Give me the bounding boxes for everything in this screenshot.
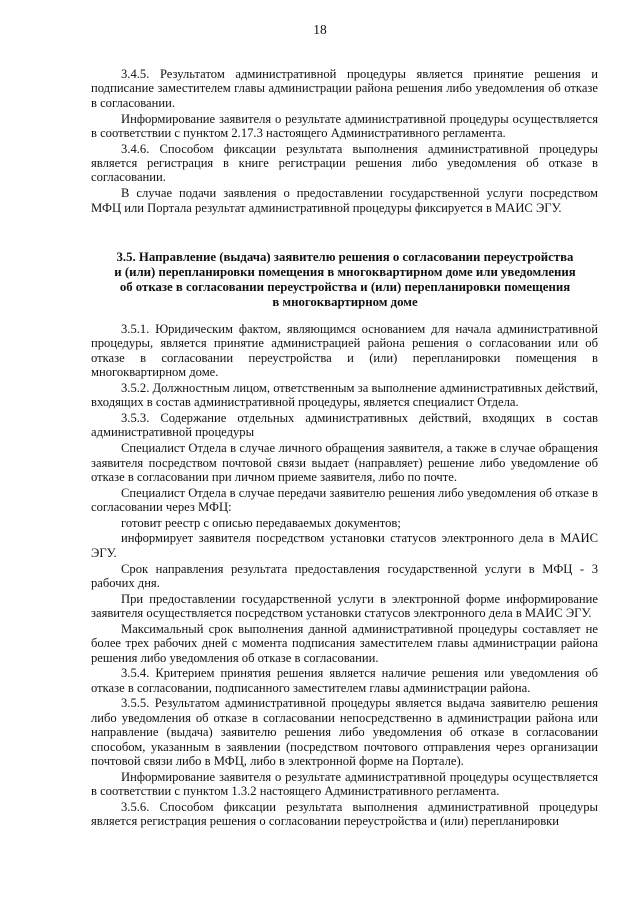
paragraph-mfc-term: Срок направления результата предоставления государственной услуги в МФЦ - 3 рабочих дня. xyxy=(91,561,598,590)
paragraph-3-5-6: 3.5.6. Способом фиксации результата выполнения административной процедуры является регистрация решения о согласовании переустройства и (или) перепланировки xyxy=(91,799,598,829)
paragraph-personal-appeal: Специалист Отдела в случае личного обращения заявителя, а также в случае обращения заявителя посредством почтовой связи выдает (направляет) решение либо уведомление об отказе в согласовании при личном приеме заявителя, либо по почте. xyxy=(91,441,598,484)
heading-line: об отказе в согласовании переустройства и (или) перепланировки помещения xyxy=(119,280,571,295)
paragraph-3-5-4: 3.5.4. Критерием принятия решения является наличие решения или уведомления об отказе в согласовании, подписанного заместителем главы администрации района. xyxy=(91,666,598,695)
paragraph-3-5-1: 3.5.1. Юридическим фактом, являющимся основанием для начала административной процедуры, является принятие администрацией района решения о согласовании или об отказе в согласовании переустройства и (или) перепланировки помещения в многоквартирном доме. xyxy=(91,322,598,380)
paragraph-3-5-3: 3.5.3. Содержание отдельных административных действий, входящих в состав административной процедуры xyxy=(91,411,598,440)
heading-line: 3.5. Направление (выдача) заявителю решения о согласовании переустройства xyxy=(116,250,574,264)
paragraph-3-5-2: 3.5.2. Должностным лицом, ответственным за выполнение административных действий, входящих в состав административной процедуры, является специалист Отдела. xyxy=(91,380,598,410)
heading-line: в многоквартирном доме xyxy=(272,295,418,310)
paragraph-3-4-6: 3.4.6. Способом фиксации результата выполнения административной процедуры является регистрация в книге регистрации решения либо уведомления об отказе в согласовании. xyxy=(91,141,598,185)
section-3-5-text xyxy=(91,322,598,829)
paragraph-3-4-5: 3.4.5. Результатом административной процедуры является принятие решения и подписание заместителем главы администрации района решения либо уведомления об отказе в согласовании. xyxy=(91,67,598,110)
section-3-5-heading xyxy=(100,250,590,310)
paragraph-3-5-5: 3.5.5. Результатом административной процедуры является выдача заявителю решения либо уведомления об отказе в согласовании непосредственно в администрации района или направление (выдача) заявителю решения либо уведомления об отказе в согласовании способом, указанным в заявлении (посредством почтового отправления через организации почтовой связи либо в МФЦ, либо в электронной форме на Портале). xyxy=(91,696,598,769)
paragraph-informing-1-3-2: Информирование заявителя о результате административной процедуры осуществляется в соответствии с пунктом 1.3.2 настоящего Административного регламента. xyxy=(91,769,598,799)
paragraph-informing-2-17-3: Информирование заявителя о результате административной процедуры осуществляется в соответствии с пунктом 2.17.3 настоящего Административного регламента. xyxy=(91,111,598,140)
paragraph-electronic-form: При предоставлении государственной услуги в электронной форме информирование заявителя осуществляется посредством установки статусов электронного дела в МАИС ЭГУ. xyxy=(91,591,598,621)
paragraph-status-inform: информирует заявителя посредством установки статусов электронного дела в МАИС ЭГУ. xyxy=(91,531,598,560)
paragraph-mfc-portal-fixation: В случае подачи заявления о предоставлении государственной услуги посредством МФЦ или Портала результат административной процедуры фиксируется в МАИС ЭГУ. xyxy=(91,186,598,215)
heading-line: и (или) перепланировки помещения в многоквартирном доме или уведомления xyxy=(114,265,576,280)
section-3-4-text xyxy=(91,67,598,215)
page-number: 18 xyxy=(313,22,327,37)
paragraph-max-term: Максимальный срок выполнения данной административной процедуры составляет не более трех рабочих дней с момента подписания заместителем главы администрации района решения либо уведомления об отказе в согласовании. xyxy=(91,621,598,665)
paragraph-register: готовит реестр с описью передаваемых документов; xyxy=(121,515,401,530)
paragraph-mfc-transfer: Специалист Отдела в случае передачи заявителю решения либо уведомления об отказе в согласовании через МФЦ: xyxy=(91,485,598,515)
